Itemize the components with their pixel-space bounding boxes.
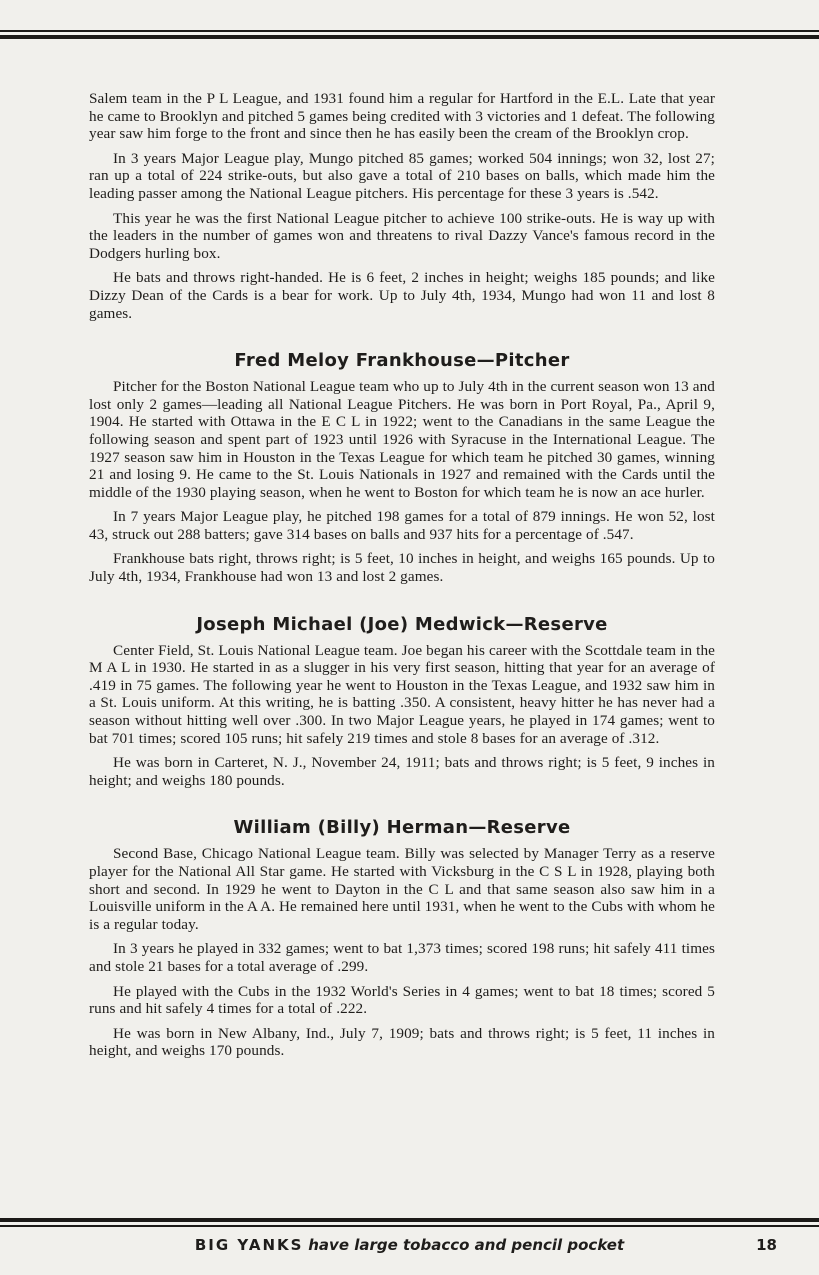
frankhouse-paragraph-3: Frankhouse bats right, throws right; is 5 feet, 10 inches in height, and weighs 165 pounds. Up to July 4th, 1934, Frankhouse had won 13 and lost 2 games. xyxy=(89,550,715,586)
bottom-double-rule xyxy=(0,1218,819,1228)
top-double-rule xyxy=(0,30,819,40)
page-body xyxy=(89,90,715,1067)
herman-paragraph-4: He was born in New Albany, Ind., July 7, 1909; bats and throws right; is 5 feet, 11 inches in height, and weighs 170 pounds. xyxy=(89,1024,715,1060)
frankhouse-paragraph-2: In 7 years Major League play, he pitched 198 games for a total of 879 innings. He won 52, lost 43, struck out 288 batters; gave 314 bases on balls and 937 hits for a percentage of .547. xyxy=(89,508,715,543)
bottom-rule-thin-line xyxy=(0,1225,819,1227)
frankhouse-paragraph-1: Pitcher for the Boston National League team who up to July 4th in the current season won 13 and lost only 2 games—leading all National League Pitchers. He was born in Port Royal, Pa., April 9, 1904. He started with Ottawa in the E C L in 1922; went to the Canadians in the same League the following season and spent part of 1923 until 1926 with Syracuse in the International League. The 1927 season saw him in Houston in the Texas League for which team he pitched 30 games, winning 21 and losing 9. He came to the St. Louis Nationals in 1927 and remained with the Cards until the middle of the 1930 playing season, when he went to Boston for which team he is now an ace hurler. xyxy=(89,378,715,501)
section-heading-frankhouse: Fred Meloy Frankhouse—Pitcher xyxy=(234,350,570,372)
footer-brand: BIG YANKS xyxy=(194,1236,304,1254)
herman-paragraph-2: In 3 years he played in 332 games; went to bat 1,373 times; scored 198 runs; hit safely 411 times and stole 21 bases for a total average of .299. xyxy=(89,940,715,975)
intro-paragraph-3: This year he was the first National League pitcher to achieve 100 strike-outs. He is way up with the leaders in the number of games won and threatens to rival Dazzy Vance's famous record in the Dodgers hurling box. xyxy=(89,209,715,262)
bottom-rule-thick-line xyxy=(0,1218,819,1222)
section-heading-medwick: Joseph Michael (Joe) Medwick—Reserve xyxy=(196,613,608,635)
medwick-paragraph-2: He was born in Carteret, N. J., November 24, 1911; bats and throws right; is 5 feet, 9 inches in height; and weighs 180 pounds. xyxy=(89,754,715,789)
top-rule-thick-line xyxy=(0,35,819,39)
footer-tagline: have large tobacco and pencil pocket xyxy=(308,1236,625,1254)
footer-advertisement xyxy=(0,1236,819,1254)
intro-paragraph-1: Salem team in the P L League, and 1931 found him a regular for Hartford in the E.L. Late that year he came to Brooklyn and pitched 5 games being credited with 3 victories and 1 defeat. The following year saw him forge to the front and since then he has easily been the cream of the Brooklyn crop. xyxy=(89,90,715,143)
intro-paragraph-2: In 3 years Major League play, Mungo pitched 85 games; worked 504 innings; won 32, lost 27; ran up a total of 224 strike-outs, but also gave a total of 210 bases on balls, which made him the leading passer among the National League pitchers. His percentage for these 3 years is .542. xyxy=(89,149,715,202)
herman-paragraph-1: Second Base, Chicago National League team. Billy was selected by Manager Terry as a reserve player for the National All Star game. He started with Vicksburg in the C S L in 1928, playing both short and second. In 1929 he went to Dayton in the C L and that same season also saw him in a Louisville uniform in the A A. He remained here until 1931, when he went to the Cubs with whom he is a regular today. xyxy=(89,845,715,933)
herman-paragraph-3: He played with the Cubs in the 1932 World's Series in 4 games; went to bat 18 times; scored 5 runs and hit safely 4 times for a total of .222. xyxy=(89,982,715,1018)
top-rule-thin-line xyxy=(0,30,819,32)
medwick-paragraph-1: Center Field, St. Louis National League team. Joe began his career with the Scottdale team in the M A L in 1930. He started in as a slugger in his very first season, hitting that year for an average of .419 in 75 games. The following year he went to Houston in the Texas League, and 1932 saw him in a St. Louis uniform. At this writing, he is batting .350. A consistent, heavy hitter he has never had a season without hitting well over .300. In two Major League years, he played in 174 games; went to bat 701 times; scored 105 runs; hit safely 219 times and stole 8 bases for an average of .312. xyxy=(89,641,715,747)
page-footer xyxy=(0,1234,819,1258)
intro-paragraph-4: He bats and throws right-handed. He is 6 feet, 2 inches in height; weighs 185 pounds; and like Dizzy Dean of the Cards is a bear for work. Up to July 4th, 1934, Mungo had won 11 and lost 8 games. xyxy=(89,269,715,322)
page-number: 18 xyxy=(756,1236,777,1254)
section-heading-herman: William (Billy) Herman—Reserve xyxy=(233,817,571,839)
